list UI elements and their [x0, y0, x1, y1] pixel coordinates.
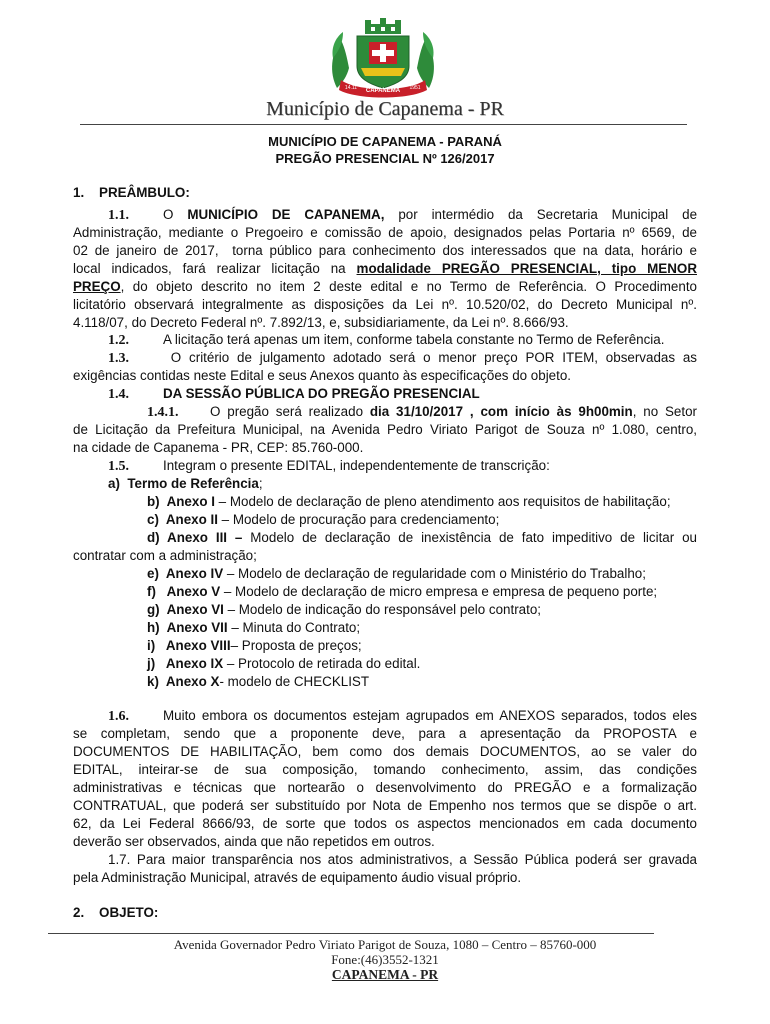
footer-phone: Fone:(46)3552-1321: [331, 952, 439, 967]
annex-item: [147, 638, 362, 654]
paragraph-line: administrativas e técnicas que nortearão o desenvolvimento do PREGÃO e a formalização: [73, 780, 697, 795]
footer-divider: [48, 933, 654, 934]
annex-continuation: contratar com a administração;: [73, 548, 257, 563]
paragraph-line: DOCUMENTOS DE HABILITAÇÃO, bem como dos demais DOCUMENTOS, ao se valer do: [73, 744, 697, 759]
document-subtitle: PREGÃO PRESENCIAL Nº 126/2017: [275, 151, 495, 166]
clause-number-1-3: 1.3.: [108, 351, 129, 366]
paragraph-line: se completam, sendo que a proponente deve, para a apresentação da PROPOSTA e: [73, 726, 697, 741]
annex-item: [147, 656, 420, 672]
text-run: por intermédio da Secretaria Municipal de: [384, 207, 698, 222]
paragraph-line: [73, 261, 697, 277]
clause-number-1-4: 1.4.: [108, 387, 129, 402]
text-run: , do objeto descrito no item 2 deste edital e no Termo de Referência. O Procedimento: [120, 279, 697, 294]
annex-item: [147, 602, 541, 618]
paragraph-line: [73, 279, 697, 295]
annex-text: – Modelo de declaração de pleno atendimento aos requisitos de habilitação;: [214, 494, 671, 509]
annex-label: d) Anexo III –: [147, 530, 243, 545]
annex-item: [147, 512, 499, 528]
footer-city-wrap: [0, 967, 770, 983]
paragraph-line: exigências contidas neste Edital e seus Anexos quanto às especificações do objeto.: [73, 368, 572, 383]
clause-number: [108, 207, 129, 224]
text-run-bold: MUNICÍPIO DE CAPANEMA,: [187, 207, 385, 222]
annex-text: – Minuta do Contrato;: [227, 620, 361, 635]
text-run: , no Setor: [632, 404, 697, 419]
paragraph-line: [163, 207, 697, 223]
annex-item: [147, 584, 657, 600]
annex-label: f) Anexo V: [147, 584, 221, 599]
text-run: O: [163, 207, 188, 222]
annex-item: [147, 620, 360, 636]
paragraph-line: pela Administração Municipal, através de equipamento áudio visual próprio.: [73, 870, 522, 885]
paragraph-line: licitatório observará integralmente as disposições da Lei nº. 10.520/02, do Decreto Municipal nº.: [73, 297, 697, 312]
text-run: local indicados, fará realizar licitação na: [73, 261, 357, 276]
annex-label: g) Anexo VI: [147, 602, 224, 617]
annex-label: i) Anexo VIII: [147, 638, 231, 653]
crest-ribbon-text: CAPANEMA: [365, 88, 401, 94]
annex-label: j) Anexo IX: [147, 656, 224, 671]
document-title: MUNICÍPIO DE CAPANEMA - PARANÁ: [268, 134, 502, 149]
annex-text: – Modelo de declaração de regularidade com o Ministério do Trabalho;: [223, 566, 646, 581]
section-heading-preambulo: 1. PREÂMBULO:: [73, 185, 190, 200]
annex-text: – Modelo de declaração de micro empresa e empresa de pequeno porte;: [220, 584, 658, 599]
crest-right-number: 1951: [409, 85, 421, 91]
annex-label: b) Anexo I: [147, 494, 215, 509]
clause-number-1-1: 1.1.: [108, 208, 129, 223]
clause-number-1-4-1: 1.4.1.: [147, 405, 179, 420]
clause-number-1-5: 1.5.: [108, 459, 129, 474]
paragraph-line: de Licitação da Prefeitura Municipal, na Avenida Pedro Viriato Parigot de Souza nº 1.080, centro,: [73, 422, 697, 437]
annex-item: [147, 494, 671, 510]
paragraph-line: [210, 404, 697, 420]
annex-text: - modelo de CHECKLIST: [219, 674, 370, 689]
annex-text: – Modelo de procuração para credenciamento;: [217, 512, 500, 527]
paragraph-line: EDITAL, inteirar-se de sua composição, tomando conhecimento, assim, das condições: [73, 762, 697, 777]
subsection-heading: DA SESSÃO PÚBLICA DO PREGÃO PRESENCIAL: [163, 386, 480, 401]
paragraph-line: Muito embora os documentos estejam agrupados em ANEXOS separados, todos eles: [163, 708, 697, 723]
annex-text: ;: [258, 476, 263, 491]
paragraph-line: CONTRATUAL, que poderá ser substituído por Nota de Empenho nos termos que se dispõe o art.: [73, 798, 697, 813]
annex-label: c) Anexo II: [147, 512, 218, 527]
paragraph-line: 62, da Lei Federal 8666/93, de sorte que todos os aspectos mencionados em cada documento: [73, 816, 697, 831]
annex-text: – Proposta de preços;: [230, 638, 362, 653]
header-divider: [80, 124, 687, 125]
annex-label: k) Anexo X: [147, 674, 220, 689]
footer-address: Avenida Governador Pedro Viriato Parigot de Souza, 1080 – Centro – 85760-000: [173, 937, 597, 952]
coat-of-arms-icon: [327, 18, 439, 100]
municipality-title: Município de Capanema - PR: [266, 98, 504, 120]
text-run-bold-underline: PREÇO: [73, 279, 121, 294]
paragraph-line: O critério de julgamento adotado será o menor preço POR ITEM, observadas as: [163, 350, 697, 365]
section-heading-objeto: 2. OBJETO:: [73, 905, 159, 920]
annex-label: a) Termo de Referência: [108, 476, 259, 491]
clause-number-1-2: 1.2.: [108, 333, 129, 348]
paragraph-line: 4.118/07, do Decreto Federal nº. 7.892/13, e, subsidiariamente, da Lei nº. 8.666/93.: [73, 315, 569, 330]
text-run-bold-underline: modalidade PREGÃO PRESENCIAL, tipo MENOR: [356, 261, 697, 276]
footer-city: CAPANEMA - PR: [331, 967, 439, 982]
paragraph-line: 1.7. Para maior transparência nos atos administrativos, a Sessão Pública poderá ser gravada: [108, 852, 697, 867]
paragraph-line: Administração, mediante o Pregoeiro e comissão de apoio, designados pelas Portaria nº 6569, de: [73, 225, 697, 240]
clause-number-1-6: 1.6.: [108, 709, 129, 724]
paragraph-line: Integram o presente EDITAL, independentemente de transcrição:: [163, 458, 550, 473]
paragraph-line: na cidade de Capanema - PR, CEP: 85.760-000.: [73, 440, 364, 455]
annex-label: h) Anexo VII: [147, 620, 228, 635]
annex-item: [147, 566, 646, 582]
annex-item: [147, 674, 369, 690]
crest-left-number: 14.11: [344, 85, 358, 91]
paragraph-line: A licitação terá apenas um item, conforme tabela constante no Termo de Referência.: [163, 332, 665, 347]
paragraph-line: 02 de janeiro de 2017, torna público para conhecimento dos interessados que na data, horário e: [73, 243, 697, 258]
annex-item: [147, 530, 697, 546]
text-run-bold: dia 31/10/2017 , com início às 9h00min: [369, 404, 633, 419]
paragraph-line: deverão ser observados, ainda que não repetidos em outros.: [73, 834, 435, 849]
annex-text: – Modelo de indicação do responsável pelo contrato;: [223, 602, 542, 617]
annex-text: – Protocolo de retirada do edital.: [223, 656, 421, 671]
annex-label: e) Anexo IV: [147, 566, 224, 581]
annex-text: Modelo de declaração de inexistência de fato impeditivo de licitar ou: [242, 530, 697, 545]
annex-item: [108, 476, 263, 492]
text-run: O pregão será realizado: [210, 404, 370, 419]
